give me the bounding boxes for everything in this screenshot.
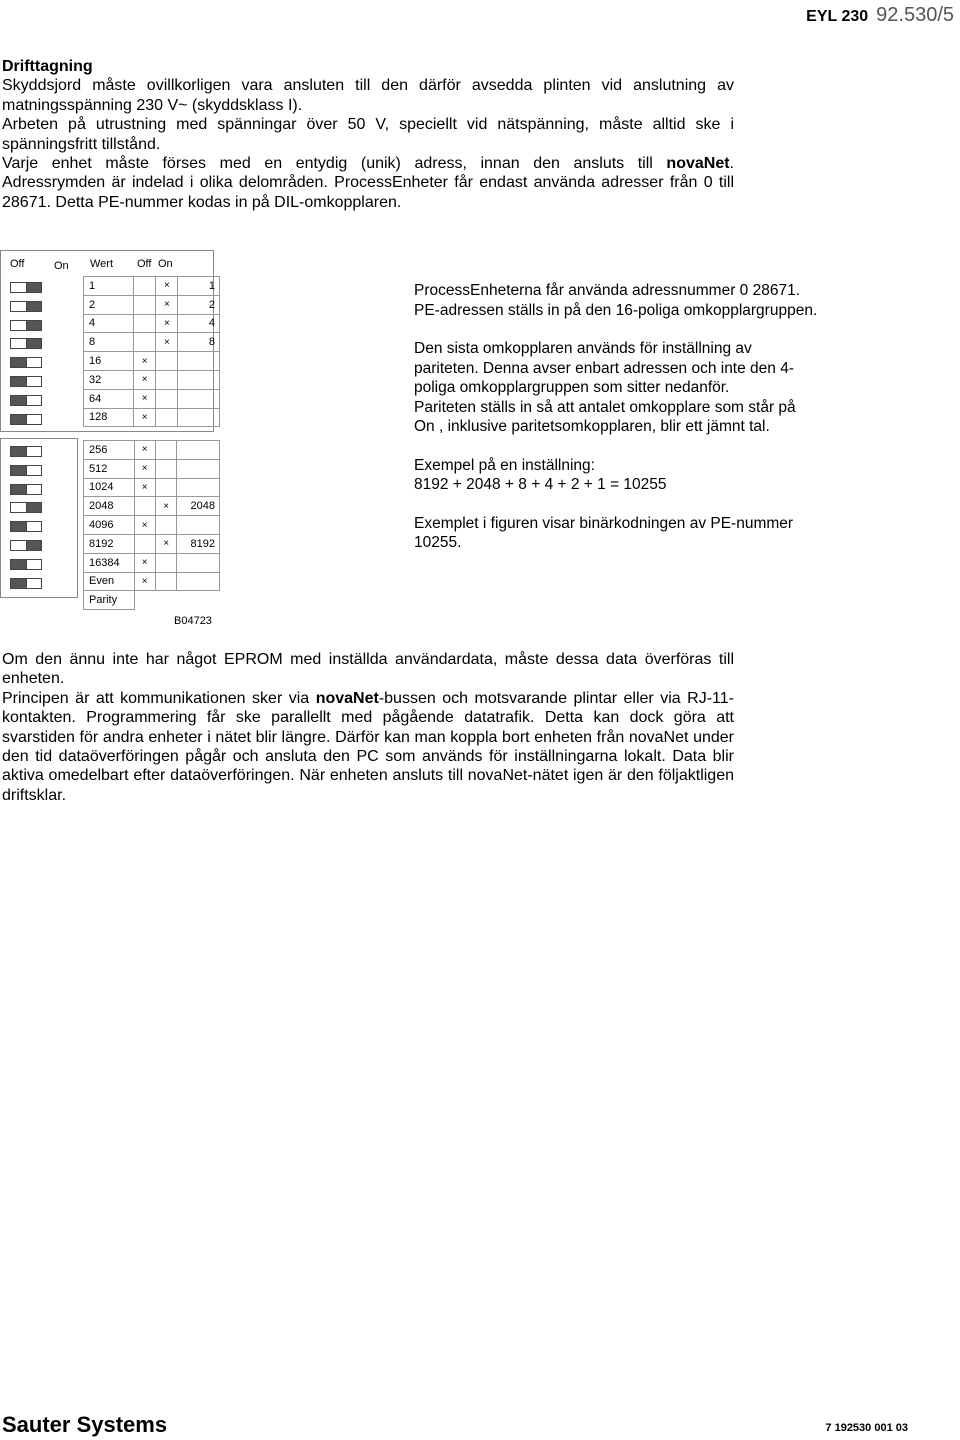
code-cell — [177, 478, 220, 497]
value-table-group-2 — [83, 440, 220, 610]
side-p2-line1: Den sista omkopplaren används för inställning av — [414, 340, 752, 357]
dil-switch-diagram — [0, 250, 220, 640]
bottom-p2-after: -bussen och motsvarande plintar eller via RJ-11-kontakten. Programmering får ske parallellt med pågående datatrafik. Detta kan dock göra att svarstiden för andra enheter i nätet blir längre. Därför kan man koppla bort enheten från novaNet under den tid dataöverföringen pågår och ansluta den PC som används för inställningarna lokalt. Data blir aktiva omedelbart efter dataöverföringen. När enheten ansluts till novaNet-nätet igen är den följaktligen driftsklar. — [2, 689, 734, 804]
intro-line-7: 28671. Detta PE-nummer kodas in på DIL-omkopplaren. — [2, 193, 402, 211]
intro-line-4: spänningsfritt tillstånd. — [2, 135, 161, 153]
weight-cell: 1024 — [84, 478, 135, 497]
on-cell — [155, 459, 176, 478]
novanet-bold: novaNet — [666, 155, 730, 173]
table-row — [84, 314, 220, 333]
table-row — [84, 277, 220, 296]
intro-line-3: Arbeten på utrustning med spänningar över 50 V, speciellt vid nätspänning, måste alltid ske i — [2, 116, 734, 134]
off-cell — [134, 277, 156, 296]
off-cell — [134, 534, 155, 553]
intro-line-5-suffix: . — [729, 155, 734, 173]
table-row — [84, 534, 220, 553]
on-cell — [156, 389, 178, 408]
code-cell — [177, 516, 220, 535]
dil-switch — [10, 502, 42, 513]
header-on: On — [54, 260, 69, 272]
on-cell — [155, 516, 176, 535]
off-cell: × — [134, 389, 156, 408]
weight-cell: 512 — [84, 459, 135, 478]
on-cell — [156, 408, 178, 427]
on-cell: × — [155, 497, 176, 516]
table-row — [84, 553, 220, 572]
weight-cell: 2048 — [84, 497, 135, 516]
on-cell: × — [156, 277, 178, 296]
doc-number: 92.530/5 — [876, 4, 954, 26]
code-cell: 4 — [178, 314, 220, 333]
weight-cell: 64 — [84, 389, 134, 408]
switch-group-2-frame — [0, 438, 78, 598]
intro-line-6: Adressrymden är indelad i olika delområden. ProcessEnheter får endast använda adresser från 0 till — [2, 174, 734, 192]
weight-cell: 2 — [84, 295, 134, 314]
side-p2-line2: pariteten. Denna avser enbart adressen och inte den 4- — [414, 359, 794, 377]
code-cell — [177, 459, 220, 478]
parity-label: Parity — [84, 591, 135, 610]
value-table-group-1 — [83, 276, 220, 427]
side-notes — [414, 281, 824, 553]
code-cell — [178, 352, 220, 371]
table-row — [84, 370, 220, 389]
side-p4-line2: 10255. — [414, 534, 462, 551]
header-off: Off — [10, 258, 25, 270]
intro-line-5 — [2, 154, 734, 173]
on-cell — [155, 441, 176, 460]
code-cell: 1 — [178, 277, 220, 296]
off-cell — [134, 497, 155, 516]
footer-code: 7 192530 001 03 — [825, 1422, 908, 1434]
intro-line-5-text: Varje enhet måste förses med en entydig (unik) adress, innan den ansluts till — [2, 155, 653, 173]
weight-cell: 16384 — [84, 553, 135, 572]
dil-switch — [10, 320, 42, 331]
weight-cell: 256 — [84, 441, 135, 460]
intro-section — [2, 57, 734, 212]
dil-switch — [10, 414, 42, 425]
off-cell — [134, 295, 156, 314]
dil-switch — [10, 578, 42, 589]
code-cell: 2 — [178, 295, 220, 314]
code-cell: 8192 — [177, 534, 220, 553]
code-cell: 2048 — [177, 497, 220, 516]
off-cell — [134, 333, 156, 352]
off-cell: × — [134, 553, 155, 572]
intro-line-1: Skyddsjord måste ovillkorligen vara ansluten till den därför avsedda plinten vid anslutning av — [2, 77, 734, 95]
table-row — [84, 478, 220, 497]
header-wert: Wert — [90, 258, 114, 270]
bottom-p2-before: Principen är att kommunikationen sker via — [2, 689, 310, 707]
product-code: EYL 230 — [806, 8, 869, 25]
on-cell — [156, 370, 178, 389]
code-cell — [177, 441, 220, 460]
bottom-p2 — [2, 689, 734, 805]
table-row — [84, 389, 220, 408]
code-cell — [178, 389, 220, 408]
off-cell: × — [134, 441, 155, 460]
weight-cell: 128 — [84, 408, 134, 427]
off-cell: × — [134, 478, 155, 497]
dil-switch — [10, 465, 42, 476]
bottom-p1: Om den ännu inte har något EPROM med inställda användardata, måste dessa data överföras till enheten. — [2, 651, 734, 688]
parity-row — [84, 591, 220, 610]
bottom-section — [2, 650, 734, 805]
off-cell: × — [134, 572, 155, 591]
side-p3-line2: 8192 + 2048 + 8 + 4 + 2 + 1 = 10255 — [414, 476, 667, 493]
dil-switch — [10, 446, 42, 457]
weight-cell: 8 — [84, 333, 134, 352]
side-p3-line1: Exempel på en inställning: — [414, 456, 595, 474]
company-name: Sauter Systems — [2, 1412, 168, 1437]
on-cell — [155, 553, 176, 572]
code-cell — [177, 553, 220, 572]
table-row — [84, 497, 220, 516]
table-row — [84, 352, 220, 371]
weight-cell: Even — [84, 572, 135, 591]
on-cell — [155, 572, 176, 591]
side-p2-line4: Pariteten ställs in så att antalet omkopplare som står på — [414, 398, 796, 416]
bottom-novanet-bold: novaNet — [315, 689, 379, 707]
side-p2-line3: poliga omkopplargruppen som sitter nedanför. — [414, 379, 730, 396]
off-cell — [134, 314, 156, 333]
weight-cell: 1 — [84, 277, 134, 296]
section-title: Drifttagning — [2, 58, 93, 75]
on-cell — [156, 352, 178, 371]
weight-cell: 32 — [84, 370, 134, 389]
on-cell — [155, 478, 176, 497]
side-p1-line1: ProcessEnheterna får använda adressnummer 0 28671. — [414, 282, 801, 299]
table-row — [84, 408, 220, 427]
dil-switch — [10, 395, 42, 406]
on-cell: × — [156, 314, 178, 333]
dil-switch — [10, 521, 42, 532]
dil-switch — [10, 338, 42, 349]
code-cell — [178, 408, 220, 427]
on-cell: × — [155, 534, 176, 553]
dil-switch — [10, 282, 42, 293]
dil-switch — [10, 376, 42, 387]
on-cell: × — [156, 295, 178, 314]
side-p1-line2: PE-adressen ställs in på den 16-poliga omkopplargruppen. — [414, 301, 818, 319]
table-row — [84, 459, 220, 478]
code-cell — [177, 572, 220, 591]
off-cell: × — [134, 459, 155, 478]
dil-switch — [10, 559, 42, 570]
table-row — [84, 333, 220, 352]
weight-cell: 4096 — [84, 516, 135, 535]
off-cell: × — [134, 516, 155, 535]
side-p2-line5: On , inklusive paritetsomkopplaren, blir ett jämnt tal. — [414, 418, 770, 435]
on-cell: × — [156, 333, 178, 352]
table-row — [84, 516, 220, 535]
code-cell — [178, 370, 220, 389]
dil-switch — [10, 540, 42, 551]
table-row — [84, 441, 220, 460]
weight-cell: 8192 — [84, 534, 135, 553]
code-cell: 8 — [178, 333, 220, 352]
off-cell: × — [134, 352, 156, 371]
dil-switch — [10, 301, 42, 312]
table-row — [84, 572, 220, 591]
intro-line-2: matningsspänning 230 V~ (skyddsklass I). — [2, 96, 303, 114]
weight-cell: 16 — [84, 352, 134, 371]
off-cell: × — [134, 370, 156, 389]
table-row — [84, 295, 220, 314]
dil-switch — [10, 357, 42, 368]
side-p4-line1: Exemplet i figuren visar binärkodningen av PE-nummer — [414, 514, 794, 532]
header-on-2: On — [158, 258, 173, 270]
weight-cell: 4 — [84, 314, 134, 333]
figure-id: B04723 — [174, 615, 212, 627]
page-header — [806, 4, 954, 27]
dil-switch — [10, 484, 42, 495]
header-off-2: Off — [137, 258, 152, 270]
off-cell: × — [134, 408, 156, 427]
